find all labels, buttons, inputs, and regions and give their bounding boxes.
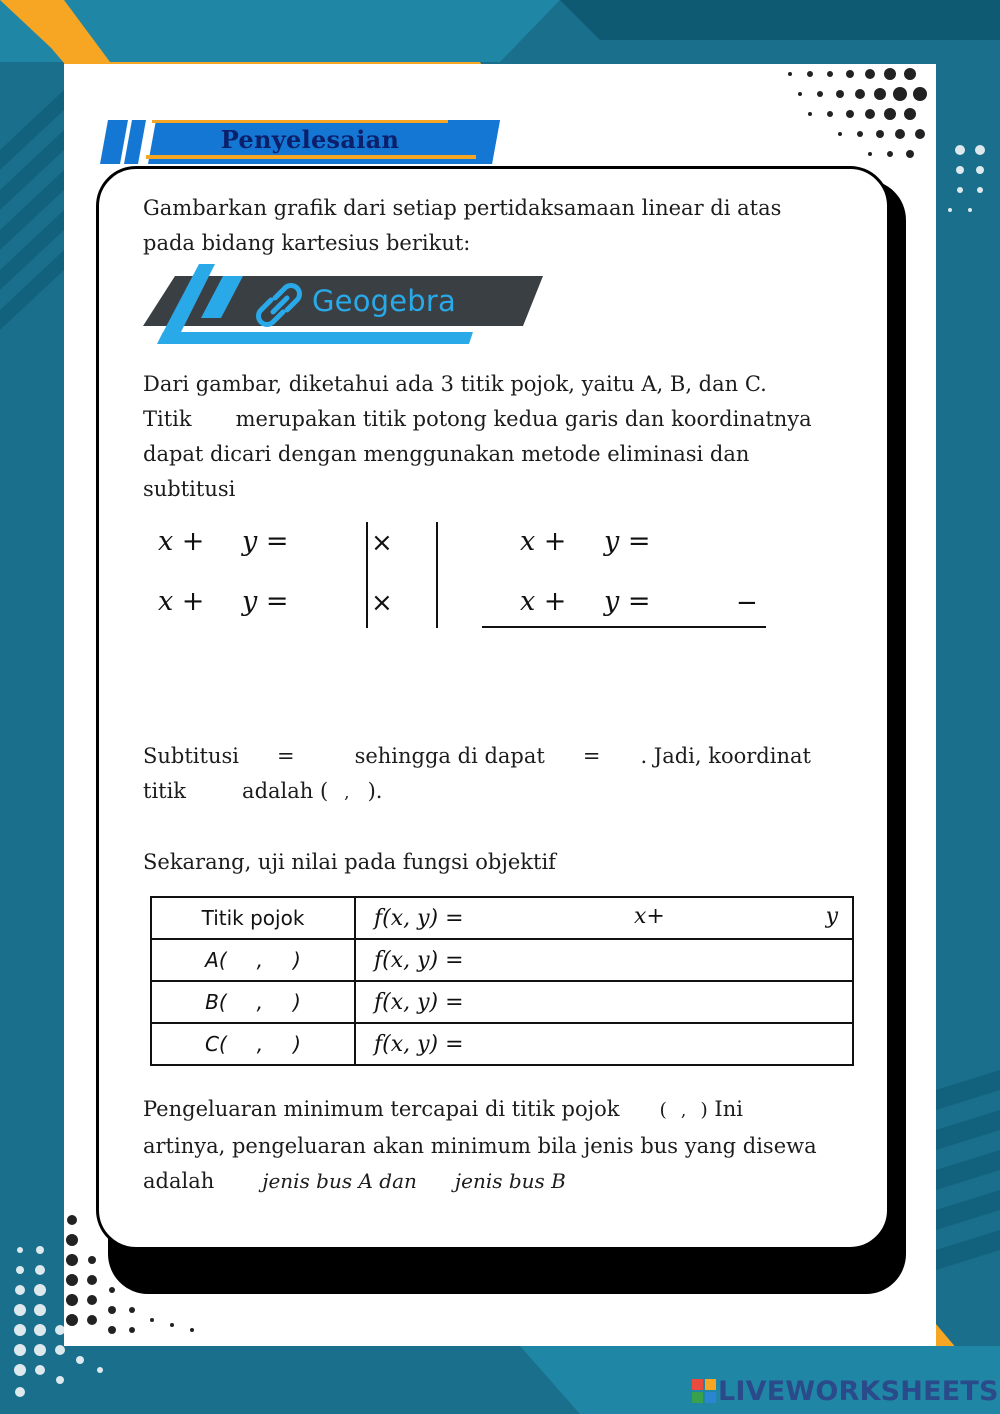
value-cell-a[interactable]: f(x, y) =: [355, 939, 853, 981]
subst-line-2: titik adalah ( , ).: [143, 779, 383, 803]
multiply-sign-1: ×: [371, 528, 393, 558]
conclusion-line-2: artinya, pengeluaran akan minimum bila jenis bus yang disewa: [143, 1134, 817, 1158]
liveworksheets-logo: [692, 1376, 999, 1406]
table-header-row: [151, 897, 853, 939]
para2-line-2-rest: merupakan titik potong kedua garis dan koordinatnya: [235, 407, 812, 431]
header-corner-point: Titik pojok: [151, 897, 355, 939]
objective-test-intro: Sekarang, uji nilai pada fungsi objektif: [143, 850, 556, 874]
intro-paragraph: [143, 191, 863, 261]
conclusion-paragraph: [143, 1092, 863, 1199]
intro-line-1: Gambarkan grafik dari setiap pertidaksamaan linear di atas: [143, 196, 782, 220]
value-cell-b[interactable]: f(x, y) =: [355, 981, 853, 1023]
minus-sign: −: [736, 588, 758, 618]
elimination-block: [150, 518, 786, 680]
value-cell-c[interactable]: f(x, y) =: [355, 1023, 853, 1065]
header-objective-function: f(x, y) = x+ y: [355, 897, 853, 939]
equation-left-2: x +: [158, 586, 205, 617]
equation-right-1: x +: [520, 526, 567, 557]
titik-word: Titik: [143, 407, 192, 431]
equation-right-2: x +: [520, 586, 567, 617]
header-x-term: x+: [634, 904, 665, 929]
table-row: [151, 981, 853, 1023]
para2-line-2: [143, 402, 863, 437]
substitution-paragraph: [143, 739, 863, 811]
objective-table: [150, 896, 854, 1066]
equation-left-2-y: y =: [242, 586, 289, 617]
header-y-term: y: [825, 904, 838, 929]
para2-line-4: subtitusi: [143, 477, 236, 501]
liveworksheets-text: LIVEWORKSHEETS: [718, 1375, 999, 1407]
page-title: Penyelesaian: [220, 125, 400, 154]
point-cell-a: A( , ): [151, 939, 355, 981]
subtraction-line: [482, 626, 766, 628]
para2-line-3: dapat dicari dengan menggunakan metode eliminasi dan: [143, 442, 750, 466]
geogebra-label[interactable]: Geogebra: [312, 284, 457, 318]
equation-left-1: x +: [158, 526, 205, 557]
intro-line-2: pada bidang kartesius berikut:: [143, 231, 471, 255]
point-cell-b: B( , ): [151, 981, 355, 1023]
table-row: [151, 1023, 853, 1065]
subst-line-1: Subtitusi = sehingga di dapat = . Jadi, koordinat: [143, 744, 811, 768]
equation-right-1-y: y =: [604, 526, 651, 557]
liveworksheets-icon: [692, 1379, 716, 1403]
table-row: [151, 939, 853, 981]
para2-line-1: Dari gambar, diketahui ada 3 titik pojok, yaitu A, B, dan C.: [143, 372, 767, 396]
page-dot-pattern: [760, 64, 936, 174]
conclusion-line-1: Pengeluaran minimum tercapai di titik pojok ( , ) Ini: [143, 1097, 743, 1121]
point-cell-c: C( , ): [151, 1023, 355, 1065]
divider-bar-1: [366, 522, 368, 628]
corner-points-paragraph: [143, 367, 863, 507]
divider-bar-2: [436, 522, 438, 628]
equation-left-1-y: y =: [242, 526, 289, 557]
equation-right-2-y: y =: [604, 586, 651, 617]
multiply-sign-2: ×: [371, 588, 393, 618]
conclusion-line-3: adalah jenis bus A dan jenis bus B: [143, 1169, 566, 1193]
